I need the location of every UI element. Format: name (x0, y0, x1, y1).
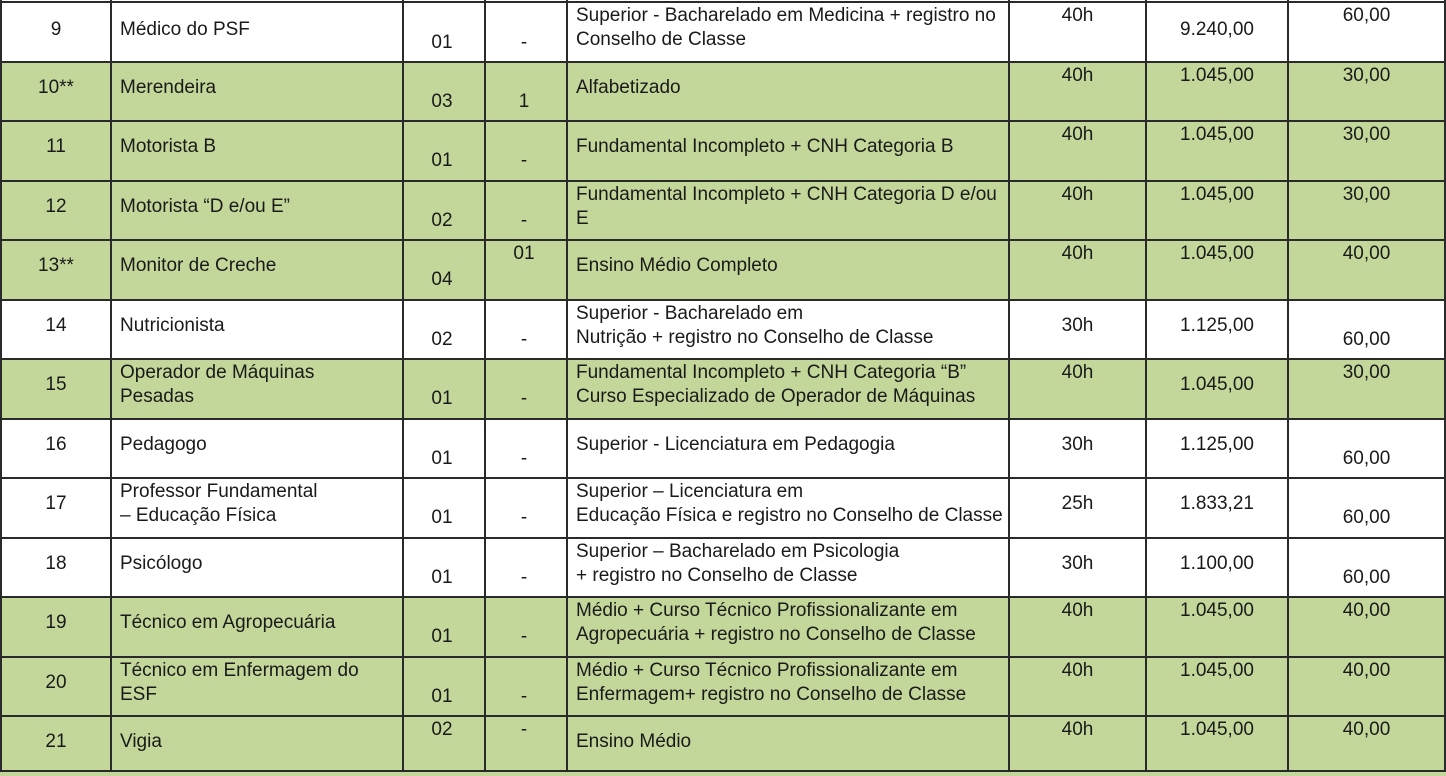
table-row (0, 359, 1446, 419)
position-name (120, 18, 250, 42)
position-name-line: Monitor de Creche (120, 255, 277, 276)
requirements-line: Agropecuária + registro no Conselho de Classe (576, 624, 976, 645)
position-name-line: Operador de Máquinas (120, 362, 315, 383)
reserved-vacancies: - (520, 150, 528, 171)
position-name (120, 254, 276, 278)
table-row (0, 478, 1446, 538)
vacancies-count: 01 (431, 447, 453, 469)
requirements-line: Alfabetizado (576, 76, 681, 98)
registration-fee: 40,00 (1342, 659, 1391, 681)
position-name-line: Professor Fundamental (120, 481, 318, 502)
salary: 9.240,00 (1180, 19, 1254, 40)
registration-fee: 40,00 (1342, 600, 1391, 621)
requirements-line: Superior - Bacharelado em (576, 302, 804, 324)
vacancies-count: 01 (431, 507, 453, 528)
weekly-hours: 30h (1061, 552, 1094, 574)
requirements-line: Fundamental Incompleto + CNH Categoria D e/ou (576, 183, 997, 205)
column-divider (1287, 0, 1289, 772)
reserved-vacancies: - (520, 507, 528, 528)
position-name (120, 361, 314, 409)
position-name-line: Técnico em Agropecuária (120, 612, 336, 633)
salary: 1.045,00 (1180, 243, 1254, 264)
registration-fee: 60,00 (1342, 328, 1391, 350)
table-row (0, 300, 1446, 360)
reserved-vacancies: - (520, 388, 528, 409)
column-divider (402, 0, 404, 772)
registration-fee: 40,00 (1342, 243, 1391, 264)
position-name (120, 314, 225, 338)
position-number: 20 (45, 671, 67, 693)
salary: 1.833,21 (1180, 493, 1254, 514)
vacancies-count: 01 (431, 150, 453, 171)
registration-fee: 60,00 (1342, 566, 1391, 588)
requirements (576, 302, 934, 350)
reserved-vacancies: - (520, 566, 528, 588)
vacancies-count: 01 (431, 685, 453, 707)
position-name (120, 552, 202, 576)
weekly-hours: 40h (1061, 719, 1094, 740)
vacancies-count: 02 (431, 719, 453, 740)
requirements-line: E (576, 207, 589, 229)
position-number: 12 (45, 195, 67, 217)
requirements (576, 599, 976, 647)
table-row (0, 121, 1446, 181)
requirements-line: Ensino Médio (576, 731, 692, 752)
requirements-line: + registro no Conselho de Classe (576, 564, 858, 586)
vacancies-count: 01 (431, 626, 453, 647)
vacancies-count: 01 (431, 388, 453, 409)
row-divider (0, 1, 1446, 3)
requirements (576, 4, 996, 52)
weekly-hours: 40h (1061, 659, 1094, 681)
row-divider (0, 120, 1446, 122)
registration-fee: 30,00 (1342, 64, 1391, 86)
position-number: 10** (38, 76, 74, 98)
vacancies-count: 03 (431, 90, 453, 112)
reserved-vacancies: - (520, 685, 528, 707)
position-number: 13** (38, 255, 74, 276)
requirements (576, 254, 778, 278)
registration-fee: 60,00 (1342, 5, 1391, 26)
table-row (0, 538, 1446, 598)
row-divider (0, 537, 1446, 539)
requirements-line: Nutrição + registro no Conselho de Classe (576, 326, 934, 348)
salary: 1.100,00 (1180, 552, 1254, 574)
row-divider (0, 656, 1446, 658)
reserved-vacancies: - (520, 328, 528, 350)
position-name (120, 480, 318, 528)
row-divider (0, 180, 1446, 182)
row-divider (0, 299, 1446, 301)
requirements (576, 135, 954, 159)
salary: 1.125,00 (1180, 433, 1254, 455)
column-divider (484, 0, 486, 772)
requirements (576, 480, 1003, 528)
requirements-line: Ensino Médio Completo (576, 255, 778, 276)
requirements-line: Superior – Licenciatura em (576, 481, 804, 502)
weekly-hours: 25h (1061, 493, 1094, 514)
requirements-line: Superior - Bacharelado em Medicina + registro no (576, 5, 996, 26)
registration-fee: 30,00 (1342, 362, 1391, 383)
requirements-line: Curso Especializado de Operador de Máquinas (576, 386, 976, 407)
reserved-vacancies: - (520, 447, 528, 469)
salary: 1.045,00 (1180, 374, 1254, 395)
table-row (0, 597, 1446, 657)
position-name (120, 730, 162, 754)
reserved-vacancies: 01 (513, 243, 535, 264)
position-name (120, 433, 207, 457)
row-divider (0, 418, 1446, 420)
weekly-hours: 30h (1061, 433, 1094, 455)
position-number: 11 (46, 136, 66, 157)
reserved-vacancies: 1 (518, 90, 530, 112)
position-name-line: Pesadas (120, 386, 194, 407)
table-row (0, 716, 1446, 776)
salary: 1.045,00 (1180, 600, 1254, 621)
salary: 1.045,00 (1180, 183, 1254, 205)
requirements-line: Conselho de Classe (576, 29, 747, 50)
position-number: 14 (45, 314, 67, 336)
reserved-vacancies: - (520, 32, 528, 53)
requirements-line: Médio + Curso Técnico Profissionalizante em (576, 659, 958, 681)
position-name-line: Vigia (120, 731, 162, 752)
position-name-line: Nutricionista (120, 314, 225, 336)
registration-fee: 60,00 (1342, 507, 1391, 528)
column-divider (1008, 0, 1010, 772)
requirements-line: Fundamental Incompleto + CNH Categoria B (576, 136, 954, 157)
column-divider (110, 0, 112, 772)
position-name-line: Motorista “D e/ou E” (120, 195, 290, 217)
row-divider (0, 715, 1446, 717)
position-name (120, 135, 216, 159)
column-divider (0, 0, 2, 772)
table-row (0, 181, 1446, 241)
salary: 1.125,00 (1180, 314, 1254, 336)
position-name (120, 611, 335, 635)
requirements (576, 433, 895, 457)
position-name-line: Técnico em Enfermagem do (120, 659, 359, 681)
position-name-line: Merendeira (120, 76, 217, 98)
position-name-line: – Educação Física (120, 505, 277, 526)
salary: 1.045,00 (1180, 124, 1254, 145)
requirements (576, 540, 899, 588)
requirements (576, 730, 691, 754)
table-row (0, 2, 1446, 62)
position-name-line: Motorista B (120, 136, 217, 157)
position-name-line: Médico do PSF (120, 19, 250, 40)
weekly-hours: 40h (1061, 64, 1094, 86)
weekly-hours: 30h (1061, 314, 1094, 336)
requirements-line: Fundamental Incompleto + CNH Categoria “B” (576, 362, 967, 383)
requirements (576, 183, 997, 231)
vacancies-count: 04 (431, 269, 453, 290)
position-number: 17 (45, 493, 67, 514)
table-row (0, 240, 1446, 300)
position-name-line: Pedagogo (120, 433, 207, 455)
requirements (576, 76, 681, 100)
requirements-line: Enfermagem+ registro no Conselho de Classe (576, 683, 967, 705)
vacancies-count: 01 (431, 32, 453, 53)
registration-fee: 30,00 (1342, 124, 1391, 145)
salary: 1.045,00 (1180, 659, 1254, 681)
row-divider (0, 358, 1446, 360)
row-divider (0, 239, 1446, 241)
requirements-line: Médio + Curso Técnico Profissionalizante em (576, 600, 958, 621)
position-number: 15 (45, 374, 67, 395)
table-row (0, 419, 1446, 479)
weekly-hours: 40h (1061, 124, 1094, 145)
weekly-hours: 40h (1061, 600, 1094, 621)
requirements-line: Superior - Licenciatura em Pedagogia (576, 433, 895, 455)
weekly-hours: 40h (1061, 183, 1094, 205)
requirements (576, 659, 966, 707)
requirements-line: Educação Física e registro no Conselho de Classe (576, 505, 1003, 526)
position-name (120, 195, 290, 219)
column-divider (1145, 0, 1147, 772)
salary: 1.045,00 (1180, 719, 1254, 740)
requirements-line: Superior – Bacharelado em Psicologia (576, 540, 900, 562)
reserved-vacancies: - (520, 719, 528, 740)
position-number: 18 (45, 552, 67, 574)
row-divider (0, 596, 1446, 598)
table-row (0, 62, 1446, 122)
table-row (0, 657, 1446, 717)
row-divider (0, 477, 1446, 479)
weekly-hours: 40h (1061, 5, 1094, 26)
salary: 1.045,00 (1180, 64, 1254, 86)
position-number: 9 (50, 19, 62, 40)
row-divider (0, 61, 1446, 63)
position-name (120, 76, 216, 100)
vacancies-count: 02 (431, 209, 453, 231)
reserved-vacancies: - (520, 209, 528, 231)
position-name (120, 659, 359, 707)
registration-fee: 40,00 (1342, 719, 1391, 740)
position-number: 16 (45, 433, 67, 455)
weekly-hours: 40h (1061, 243, 1094, 264)
registration-fee: 60,00 (1342, 447, 1391, 469)
position-number: 21 (45, 731, 67, 752)
position-name-line: Psicólogo (120, 552, 203, 574)
vacancies-count: 02 (431, 328, 453, 350)
requirements (576, 361, 975, 409)
position-name-line: ESF (120, 683, 157, 705)
column-divider (566, 0, 568, 772)
vacancies-count: 01 (431, 566, 453, 588)
reserved-vacancies: - (520, 626, 528, 647)
weekly-hours: 40h (1061, 362, 1094, 383)
registration-fee: 30,00 (1342, 183, 1391, 205)
position-number: 19 (45, 612, 67, 633)
